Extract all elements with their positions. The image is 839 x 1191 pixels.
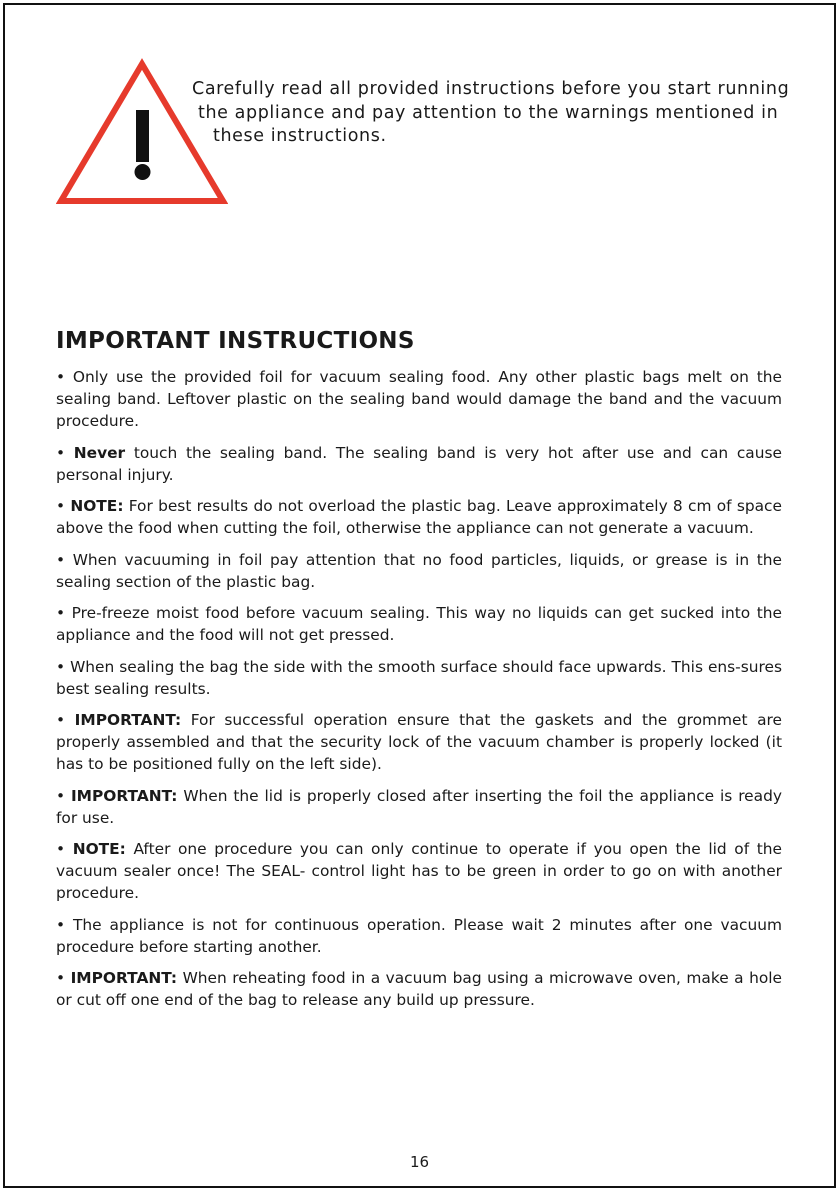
bullet: • — [56, 657, 66, 676]
bullet: • — [56, 368, 66, 386]
list-item — [56, 967, 782, 1011]
bullet: • — [56, 497, 66, 515]
bullet: • — [56, 443, 66, 462]
page-number: 16 — [409, 1153, 430, 1171]
instructions-list — [56, 366, 782, 1021]
item-lead: NOTE: — [70, 497, 124, 515]
bullet: • — [56, 604, 66, 622]
list-item — [56, 656, 782, 700]
item-lead: IMPORTANT: — [70, 786, 178, 805]
bullet: • — [56, 786, 66, 805]
bullet: • — [56, 711, 66, 729]
list-item — [56, 366, 782, 432]
warning-line-3: these instructions. — [213, 126, 387, 146]
warning-line-2: the appliance and pay attention to the warnings mentioned in — [198, 102, 779, 123]
list-item — [56, 442, 782, 486]
list-item — [56, 785, 782, 829]
bullet: • — [56, 550, 66, 569]
bullet: • — [56, 915, 66, 934]
item-text: After one procedure you can only continue to operate if you open the lid of the vacuum sealer once! The SEAL- control light has to be green in order to go on with another procedure. — [56, 840, 782, 902]
list-item — [56, 602, 782, 646]
warning-text — [186, 78, 790, 149]
item-text: For successful operation ensure that the gaskets and the grommet are properly assembled and that the security lock of the vacuum chamber is properly locked (it has to be positioned fully on the left side). — [56, 711, 782, 773]
item-text: Only use the provided foil for vacuum sealing food. Any other plastic bags melt on the sealing band. Leftover plastic on the sealing band would damage the band and the vacuum procedure. — [56, 368, 782, 430]
list-item — [56, 495, 782, 539]
item-text: When vacuuming in foil pay attention that no food particles, liquids, or grease is in the sealing section of the plastic bag. — [56, 550, 782, 591]
list-item — [56, 838, 782, 904]
item-text: When sealing the bag the side with the smooth surface should face upwards. This ens-sures best sealing results. — [56, 657, 782, 698]
item-lead: Never — [73, 443, 126, 462]
item-text: When the lid is properly closed after inserting the foil the appliance is ready for use. — [56, 786, 782, 827]
item-text: Pre-freeze moist food before vacuum sealing. This way no liquids can get sucked into the appliance and the food will not get pressed. — [56, 604, 782, 644]
list-item — [56, 549, 782, 593]
list-item — [56, 914, 782, 958]
item-lead: IMPORTANT: — [70, 969, 178, 987]
list-item — [56, 709, 782, 775]
item-text: When reheating food in a vacuum bag using a microwave oven, make a hole or cut off one end of the bag to release any build up pressure. — [56, 969, 782, 1009]
item-lead: NOTE: — [72, 840, 126, 858]
item-lead: IMPORTANT: — [74, 711, 182, 729]
item-text: For best results do not overload the plastic bag. Leave approximately 8 cm of space above the food when cutting the foil, otherwise the appliance can not generate a vacuum. — [56, 497, 782, 537]
warning-line-1: Carefully read all provided instructions before you start running — [192, 79, 790, 99]
item-text: touch the sealing band. The sealing band is very hot after use and can cause personal injury. — [56, 443, 782, 484]
bullet: • — [56, 840, 66, 858]
bullet: • — [56, 969, 66, 987]
section-heading: IMPORTANT INSTRUCTIONS — [56, 328, 415, 354]
item-text: The appliance is not for continuous operation. Please wait 2 minutes after one vacuum procedure before starting another. — [56, 915, 782, 956]
